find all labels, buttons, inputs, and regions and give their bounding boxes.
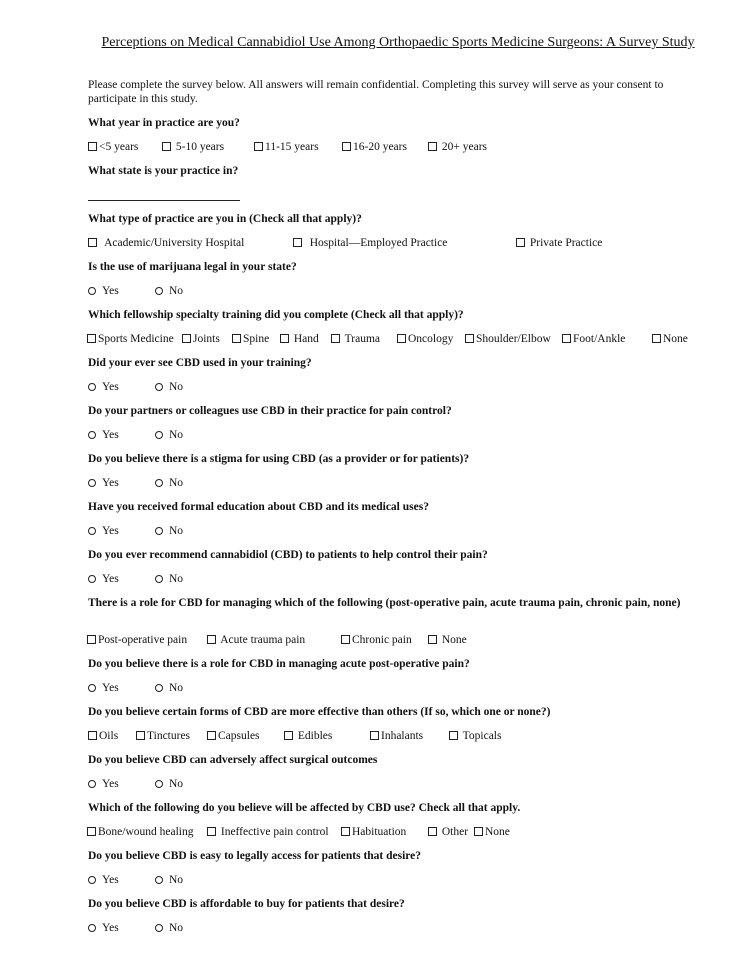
- checkbox-icon[interactable]: [428, 635, 437, 644]
- radio-icon[interactable]: [155, 924, 163, 932]
- radio-icon[interactable]: [155, 431, 163, 439]
- radio-icon[interactable]: [155, 575, 163, 583]
- option-post-operative-pain[interactable]: Post-operative pain: [87, 633, 187, 647]
- checkbox-icon[interactable]: [474, 827, 483, 836]
- checkbox-icon[interactable]: [341, 635, 350, 644]
- checkbox-icon[interactable]: [280, 334, 289, 343]
- checkbox-icon[interactable]: [562, 334, 571, 343]
- option-topicals[interactable]: Topicals: [449, 729, 501, 743]
- option-no[interactable]: No: [155, 428, 183, 442]
- checkbox-icon[interactable]: [87, 334, 96, 343]
- question-role-for-cbd: There is a role for CBD for managing which of the following (post-operative pain, acute trauma pain, chronic pain, none): [88, 597, 681, 609]
- option-sports-medicine[interactable]: Sports Medicine: [87, 332, 174, 346]
- checkbox-icon[interactable]: [232, 334, 241, 343]
- option-16-20-years[interactable]: 16-20 years: [342, 140, 407, 154]
- checkbox-icon[interactable]: [428, 142, 437, 151]
- checkbox-icon[interactable]: [136, 731, 145, 740]
- checkbox-icon[interactable]: [88, 238, 97, 247]
- option-yes[interactable]: Yes: [88, 681, 119, 695]
- checkbox-icon[interactable]: [162, 142, 171, 151]
- checkbox-icon[interactable]: [87, 635, 96, 644]
- question-acute-post-op: Do you believe there is a role for CBD in managing acute post-operative pain?: [88, 658, 470, 670]
- question-practice-type: What type of practice are you in (Check all that apply)?: [88, 213, 362, 225]
- radio-icon[interactable]: [155, 287, 163, 295]
- option-none[interactable]: None: [652, 332, 688, 346]
- checkbox-icon[interactable]: [428, 827, 437, 836]
- option-habituation[interactable]: Habituation: [341, 825, 406, 839]
- option-20plus-years[interactable]: 20+ years: [428, 140, 487, 154]
- option-no[interactable]: No: [155, 476, 183, 490]
- option-trauma[interactable]: Trauma: [331, 332, 380, 346]
- option-shoulder-elbow[interactable]: Shoulder/Elbow: [465, 332, 551, 346]
- checkbox-icon[interactable]: [87, 827, 96, 836]
- checkbox-icon[interactable]: [88, 731, 97, 740]
- question-cbd-in-training: Did your ever see CBD used in your training?: [88, 357, 312, 369]
- checkbox-icon[interactable]: [397, 334, 406, 343]
- checkbox-icon[interactable]: [331, 334, 340, 343]
- option-yes[interactable]: Yes: [88, 284, 119, 298]
- option-yes[interactable]: Yes: [88, 572, 119, 586]
- option-capsules[interactable]: Capsules: [207, 729, 260, 743]
- radio-icon[interactable]: [155, 780, 163, 788]
- option-yes[interactable]: Yes: [88, 777, 119, 791]
- radio-icon[interactable]: [88, 383, 96, 391]
- option-none[interactable]: None: [428, 633, 467, 647]
- option-no[interactable]: No: [155, 572, 183, 586]
- option-spine[interactable]: Spine: [232, 332, 269, 346]
- radio-icon[interactable]: [88, 287, 96, 295]
- checkbox-icon[interactable]: [465, 334, 474, 343]
- checkbox-icon[interactable]: [370, 731, 379, 740]
- checkbox-icon[interactable]: [284, 731, 293, 740]
- question-colleagues-use-cbd: Do your partners or colleagues use CBD in their practice for pain control?: [88, 405, 452, 417]
- option-joints[interactable]: Joints: [182, 332, 220, 346]
- question-recommend-cbd: Do you ever recommend cannabidiol (CBD) to patients to help control their pain?: [88, 549, 488, 561]
- checkbox-icon[interactable]: [341, 827, 350, 836]
- option-yes[interactable]: Yes: [88, 428, 119, 442]
- radio-icon[interactable]: [155, 383, 163, 391]
- radio-icon[interactable]: [88, 924, 96, 932]
- radio-icon[interactable]: [88, 780, 96, 788]
- option-no[interactable]: No: [155, 921, 183, 935]
- checkbox-icon[interactable]: [207, 827, 216, 836]
- option-inhalants[interactable]: Inhalants: [370, 729, 423, 743]
- radio-icon[interactable]: [155, 527, 163, 535]
- option-academic-hospital[interactable]: Academic/University Hospital: [88, 236, 244, 250]
- survey-intro: Please complete the survey below. All answers will remain confidential. Completing this survey will serve as your consent to participate in this study.: [88, 79, 664, 105]
- checkbox-icon[interactable]: [207, 731, 216, 740]
- radio-icon[interactable]: [155, 684, 163, 692]
- question-practice-state: What state is your practice in?: [88, 165, 239, 177]
- question-year-in-practice: What year in practice are you?: [88, 117, 240, 129]
- option-other[interactable]: Other: [428, 825, 468, 839]
- option-11-15-years[interactable]: 11-15 years: [254, 140, 319, 154]
- radio-icon[interactable]: [88, 684, 96, 692]
- option-foot-ankle[interactable]: Foot/Ankle: [562, 332, 625, 346]
- checkbox-icon[interactable]: [88, 142, 97, 151]
- radio-icon[interactable]: [88, 527, 96, 535]
- checkbox-icon[interactable]: [516, 238, 525, 247]
- option-oils[interactable]: Oils: [88, 729, 118, 743]
- question-marijuana-legal: Is the use of marijuana legal in your state?: [88, 261, 297, 273]
- option-no[interactable]: No: [155, 681, 183, 695]
- option-yes[interactable]: Yes: [88, 873, 119, 887]
- checkbox-icon[interactable]: [207, 635, 216, 644]
- option-yes[interactable]: Yes: [88, 380, 119, 394]
- option-no[interactable]: No: [155, 380, 183, 394]
- option-chronic-pain[interactable]: Chronic pain: [341, 633, 412, 647]
- checkbox-icon[interactable]: [652, 334, 661, 343]
- option-no[interactable]: No: [155, 873, 183, 887]
- option-edibles[interactable]: Edibles: [284, 729, 332, 743]
- question-surgical-outcomes: Do you believe CBD can adversely affect surgical outcomes: [88, 754, 378, 766]
- option-hospital-employed[interactable]: Hospital—Employed Practice: [293, 236, 447, 250]
- option-no[interactable]: No: [155, 524, 183, 538]
- option-5-10-years[interactable]: 5-10 years: [162, 140, 224, 154]
- radio-icon[interactable]: [155, 876, 163, 884]
- radio-icon[interactable]: [155, 479, 163, 487]
- question-affected-by-cbd: Which of the following do you believe will be affected by CBD use? Check all that apply.: [88, 802, 521, 814]
- option-yes[interactable]: Yes: [88, 476, 119, 490]
- survey-title: Perceptions on Medical Cannabidiol Use Among Orthopaedic Sports Medicine Surgeons: A Survey Study: [101, 35, 695, 50]
- question-legal-access: Do you believe CBD is easy to legally access for patients that desire?: [88, 850, 422, 862]
- option-hand[interactable]: Hand: [280, 332, 319, 346]
- option-bone-wound-healing[interactable]: Bone/wound healing: [87, 825, 194, 839]
- state-answer-line[interactable]: [88, 200, 240, 201]
- option-no[interactable]: No: [155, 777, 183, 791]
- question-fellowship: Which fellowship specialty training did you complete (Check all that apply)?: [88, 309, 464, 321]
- radio-icon[interactable]: [88, 431, 96, 439]
- question-forms-of-cbd: Do you believe certain forms of CBD are more effective than others (If so, which one or none?): [88, 706, 551, 718]
- question-affordable: Do you believe CBD is affordable to buy for patients that desire?: [88, 898, 405, 910]
- radio-icon[interactable]: [88, 876, 96, 884]
- option-no[interactable]: No: [155, 284, 183, 298]
- question-formal-education: Have you received formal education about CBD and its medical uses?: [88, 501, 429, 513]
- checkbox-icon[interactable]: [342, 142, 351, 151]
- option-acute-trauma-pain[interactable]: Acute trauma pain: [207, 633, 305, 647]
- option-lt5-years[interactable]: <5 years: [88, 140, 138, 154]
- option-ineffective-pain-control[interactable]: Ineffective pain control: [207, 825, 329, 839]
- option-yes[interactable]: Yes: [88, 524, 119, 538]
- checkbox-icon[interactable]: [254, 142, 263, 151]
- radio-icon[interactable]: [88, 479, 96, 487]
- checkbox-icon[interactable]: [182, 334, 191, 343]
- option-none[interactable]: None: [474, 825, 510, 839]
- option-yes[interactable]: Yes: [88, 921, 119, 935]
- option-tinctures[interactable]: Tinctures: [136, 729, 190, 743]
- checkbox-icon[interactable]: [293, 238, 302, 247]
- question-stigma: Do you believe there is a stigma for using CBD (as a provider or for patients)?: [88, 453, 470, 465]
- option-private-practice[interactable]: Private Practice: [516, 236, 602, 250]
- radio-icon[interactable]: [88, 575, 96, 583]
- option-oncology[interactable]: Oncology: [397, 332, 453, 346]
- checkbox-icon[interactable]: [449, 731, 458, 740]
